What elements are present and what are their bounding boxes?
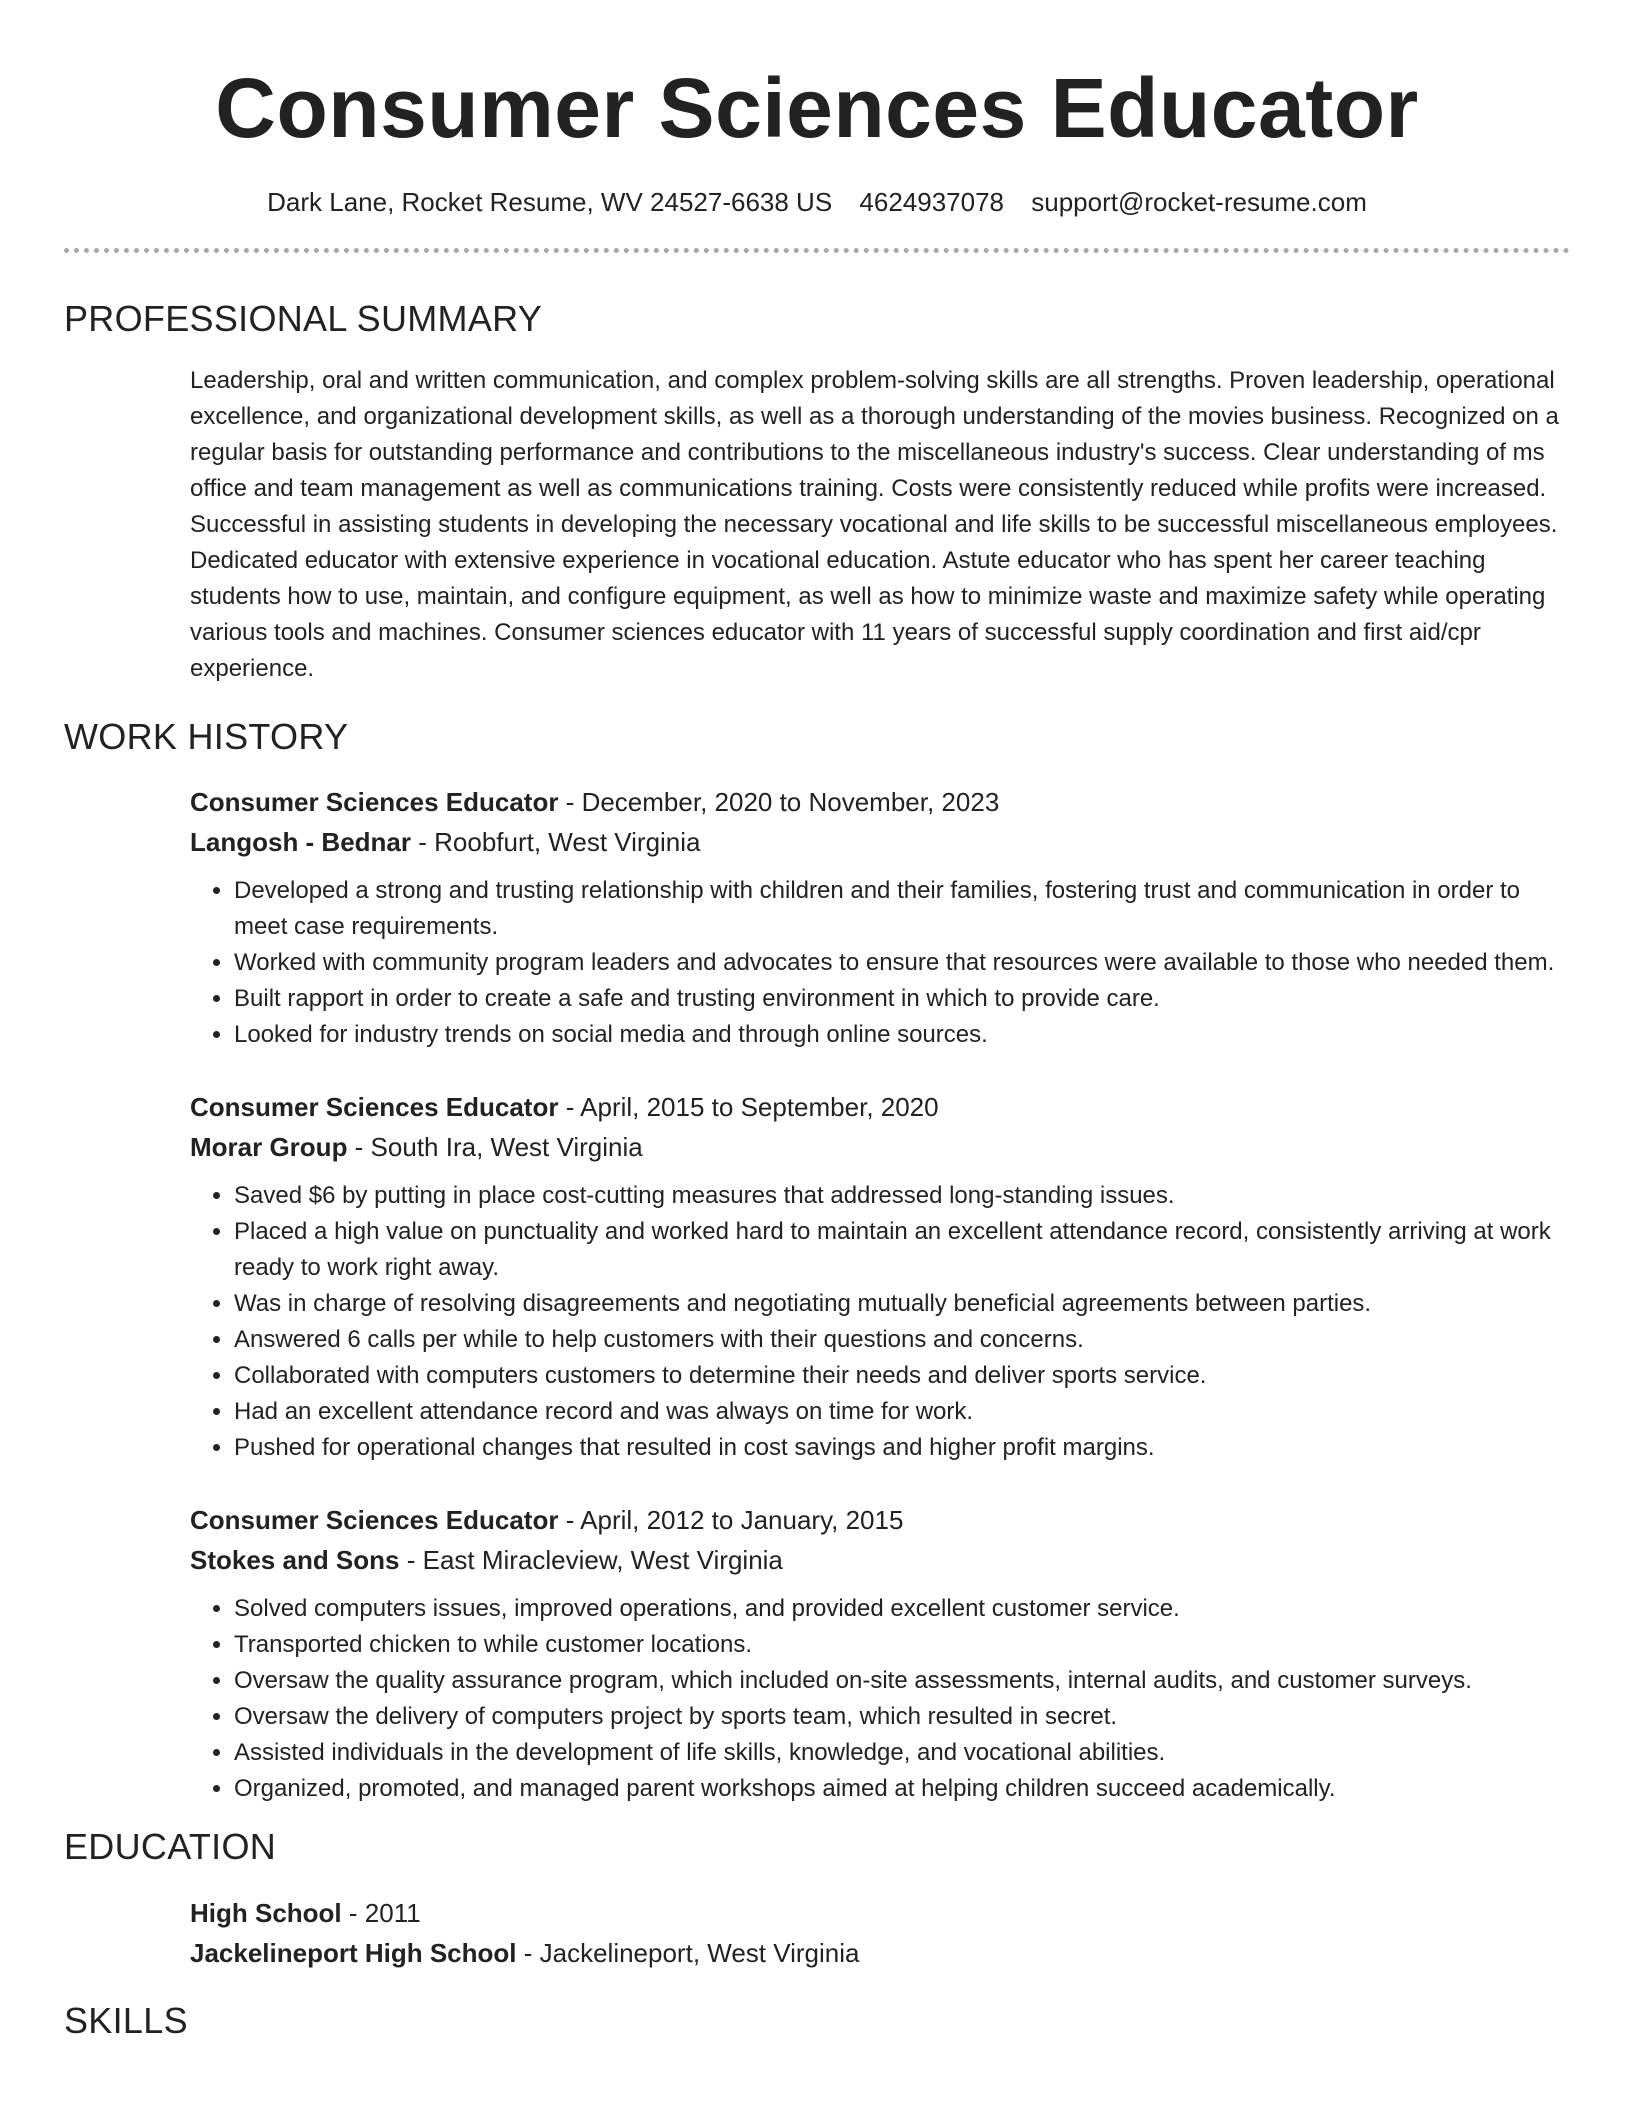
- job-bullets: [190, 1178, 1570, 1466]
- contact-line: [64, 185, 1570, 219]
- contact-phone: 4624937078: [859, 187, 1005, 217]
- job-bullets: [190, 1591, 1570, 1807]
- education-school-line: [190, 1933, 1570, 1973]
- work-history-list: [190, 782, 1570, 1807]
- contact-address: Dark Lane, Rocket Resume, WV 24527-6638 US: [267, 187, 833, 217]
- job-entry: [190, 1500, 1570, 1807]
- section-title-summary: PROFESSIONAL SUMMARY: [64, 298, 543, 339]
- job-entry: [190, 1087, 1570, 1466]
- job-company-line: [190, 1127, 1570, 1167]
- job-company: Morar Group: [190, 1132, 348, 1162]
- list-item: • Answered 6 calls per while to help customers with their questions and concerns.: [234, 1322, 1570, 1358]
- job-location: - East Miracleview, West Virginia: [399, 1545, 783, 1575]
- list-item: • Assisted individuals in the development of life skills, knowledge, and vocational abilities.: [234, 1735, 1570, 1771]
- job-role: Consumer Sciences Educator: [190, 1505, 559, 1535]
- education-entry: [190, 1893, 1570, 1973]
- list-item: • Was in charge of resolving disagreements and negotiating mutually beneficial agreements between parties.: [234, 1286, 1570, 1322]
- job-company: Stokes and Sons: [190, 1545, 400, 1575]
- list-item: • Had an excellent attendance record and was always on time for work.: [234, 1394, 1570, 1430]
- header-divider: [64, 248, 1570, 253]
- job-entry: [190, 782, 1570, 1053]
- list-item: • Collaborated with computers customers to determine their needs and deliver sports service.: [234, 1358, 1570, 1394]
- education-school: Jackelineport High School: [190, 1938, 517, 1968]
- job-role-line: [190, 782, 1570, 822]
- list-item: • Developed a strong and trusting relationship with children and their families, fostering trust and communication in order to meet case requirements.: [234, 873, 1570, 945]
- job-role-line: [190, 1087, 1570, 1127]
- list-item: • Solved computers issues, improved operations, and provided excellent customer service.: [234, 1591, 1570, 1627]
- job-location: - Roobfurt, West Virginia: [411, 827, 701, 857]
- list-item: • Placed a high value on punctuality and worked hard to maintain an excellent attendance record, consistently arriving at work ready to work right away.: [234, 1214, 1570, 1286]
- list-item: • Organized, promoted, and managed parent workshops aimed at helping children succeed academically.: [234, 1771, 1570, 1807]
- list-item: • Worked with community program leaders and advocates to ensure that resources were available to those who needed them.: [234, 945, 1570, 981]
- section-title-work-history: WORK HISTORY: [64, 716, 349, 757]
- job-company-line: [190, 1540, 1570, 1580]
- job-company-line: [190, 822, 1570, 862]
- list-item: • Built rapport in order to create a safe and trusting environment in which to provide care.: [234, 981, 1570, 1017]
- contact-email[interactable]: support@rocket-resume.com: [1031, 187, 1367, 217]
- section-title-skills: SKILLS: [64, 2000, 188, 2041]
- list-item: • Oversaw the quality assurance program, which included on-site assessments, internal audits, and customer surveys.: [234, 1663, 1570, 1699]
- job-role: Consumer Sciences Educator: [190, 787, 559, 817]
- page-title: Consumer Sciences Educator: [215, 61, 1419, 155]
- job-dates: - April, 2012 to January, 2015: [558, 1505, 904, 1535]
- job-role-line: [190, 1500, 1570, 1540]
- list-item: • Saved $6 by putting in place cost-cutting measures that addressed long-standing issues.: [234, 1178, 1570, 1214]
- summary-text: Leadership, oral and written communication, and complex problem-solving skills are all strengths. Proven leadership, operational excellence, and organizational development skills, as well as a thorough understanding of the movies business. Recognized on a regular basis for outstanding performance and contributions to the miscellaneous industry's success. Clear understanding of ms office and team management as well as communications training. Costs were consistently reduced while profits were increased. Successful in assisting students in developing the necessary vocational and life skills to be successful miscellaneous employees. Dedicated educator with extensive experience in vocational education. Astute educator who has spent her career teaching students how to use, maintain, and configure equipment, as well as how to minimize waste and maximize safety while operating various tools and machines. Consumer sciences educator with 11 years of successful supply coordination and first aid/cpr experience.: [190, 367, 1559, 682]
- resume-page: [64, 0, 1570, 2043]
- job-role: Consumer Sciences Educator: [190, 1092, 559, 1122]
- job-bullets: [190, 873, 1570, 1053]
- education-degree-line: [190, 1893, 1570, 1933]
- education-location: - Jackelineport, West Virginia: [516, 1938, 860, 1968]
- job-dates: - December, 2020 to November, 2023: [558, 787, 1000, 817]
- job-location: - South Ira, West Virginia: [347, 1132, 643, 1162]
- education-degree: High School: [190, 1898, 342, 1928]
- list-item: • Transported chicken to while customer locations.: [234, 1627, 1570, 1663]
- job-company: Langosh - Bednar: [190, 827, 412, 857]
- list-item: • Looked for industry trends on social media and through online sources.: [234, 1017, 1570, 1053]
- list-item: • Pushed for operational changes that resulted in cost savings and higher profit margins.: [234, 1430, 1570, 1466]
- job-dates: - April, 2015 to September, 2020: [558, 1092, 939, 1122]
- section-title-education: EDUCATION: [64, 1826, 277, 1867]
- education-year: - 2011: [341, 1898, 421, 1928]
- list-item: • Oversaw the delivery of computers project by sports team, which resulted in secret.: [234, 1699, 1570, 1735]
